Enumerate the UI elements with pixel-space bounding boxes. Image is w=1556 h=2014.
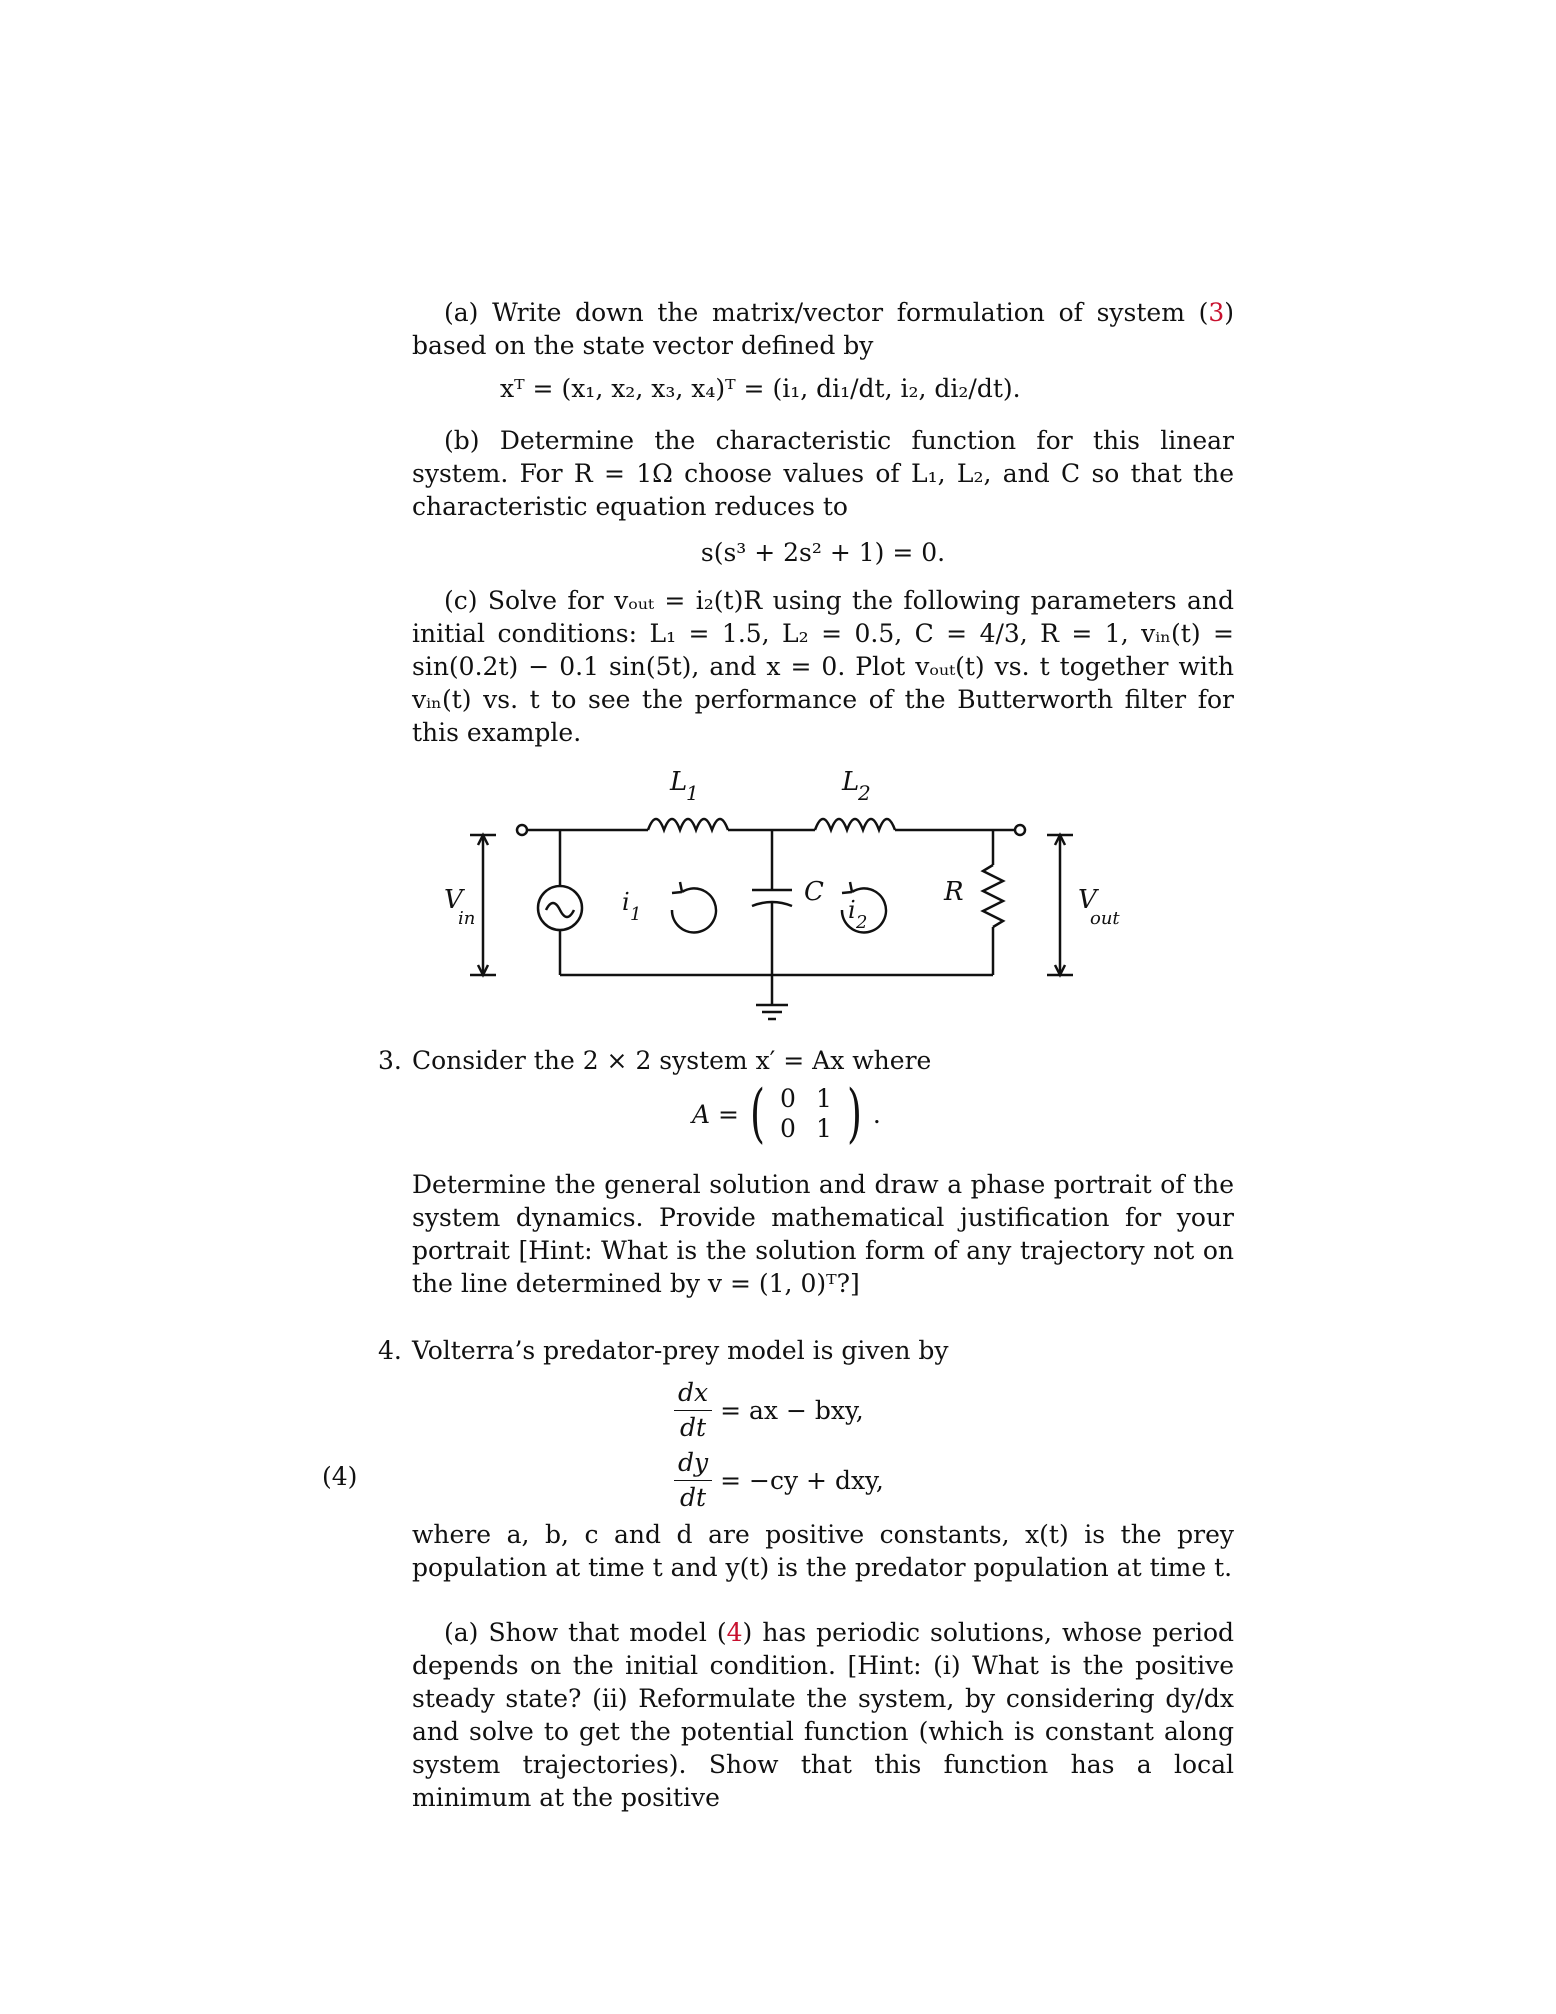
label-vout: V bbox=[1078, 885, 1097, 915]
part-c-paragraph bbox=[412, 584, 1234, 749]
part-a-text-2: ) based on the state vector defined by bbox=[412, 298, 1234, 360]
label-vin-sub: in bbox=[458, 908, 476, 929]
matrix-a-lhs: A = bbox=[692, 1099, 739, 1129]
matrix-a: ( 0 1 0 1 ) bbox=[749, 1077, 862, 1151]
volterra-eq-1 bbox=[674, 1376, 864, 1445]
fraction-denominator: dt bbox=[680, 1483, 707, 1512]
fraction-dy-dt bbox=[674, 1446, 712, 1515]
butterworth-circuit-diagram bbox=[430, 760, 1130, 1030]
problem-4-number: 4. bbox=[378, 1336, 402, 1365]
part-a-4-text-2: ) has periodic solutions, whose period depends on the initial condition. [Hint: (i) What is the positive steady state? (ii) Reformulate the system, by considering dy/dx and solve to get the potential function (which is constant along system trajectories). Show that this function has a local minimum at the positive bbox=[412, 1618, 1234, 1812]
fraction-dx-dt bbox=[674, 1376, 712, 1445]
inductor-l1 bbox=[648, 819, 728, 830]
matrix-cell: 1 bbox=[815, 1114, 832, 1143]
label-l2: L bbox=[842, 767, 860, 797]
part-a-4-text-1: (a) Show that model ( bbox=[444, 1618, 727, 1647]
equation-ref-3[interactable]: 3 bbox=[1208, 298, 1225, 327]
characteristic-equation: s(s³ + 2s² + 1) = 0. bbox=[700, 538, 946, 567]
matrix-cell: 0 bbox=[779, 1114, 796, 1143]
label-i1-sub: 1 bbox=[630, 904, 642, 925]
volterra-eq-2 bbox=[674, 1446, 884, 1515]
problem-4-intro bbox=[412, 1334, 1234, 1367]
label-vout-sub: out bbox=[1090, 908, 1120, 929]
eq2-rhs: = −cy + dxy, bbox=[720, 1466, 884, 1495]
label-i2: i bbox=[848, 896, 856, 924]
output-terminal bbox=[1015, 825, 1025, 835]
fraction-denominator: dt bbox=[680, 1413, 707, 1442]
label-r: R bbox=[944, 877, 964, 907]
state-vector-equation: xᵀ = (x₁, x₂, x₃, x₄)ᵀ = (i₁, di₁/dt, i₂, di₂/dt). bbox=[500, 374, 1021, 403]
label-l1-sub: 1 bbox=[686, 781, 699, 805]
fraction-numerator: dy bbox=[674, 1446, 712, 1481]
label-l1: L bbox=[670, 767, 688, 797]
part-c-text: (c) Solve for vₒᵤₜ = i₂(t)R using the following parameters and initial conditions: L₁ = 1.5, L₂ = 0.5, C = 4/3, R = 1, vᵢₙ(t) = sin(0.2t) − 0.1 sin(5t), and x = 0. Plot vₒᵤₜ(t) vs. t together with vᵢₙ(t) vs. t to see the performance of the Butterworth filter for this example. bbox=[412, 586, 1234, 747]
part-b-paragraph bbox=[412, 424, 1234, 523]
inductor-l2 bbox=[815, 819, 895, 830]
input-terminal bbox=[517, 825, 527, 835]
problem-3-body-paragraph bbox=[412, 1168, 1234, 1300]
fraction-numerator: dx bbox=[674, 1376, 712, 1411]
part-a-text-1: (a) Write down the matrix/vector formulation of system ( bbox=[444, 298, 1209, 327]
matrix-cell: 1 bbox=[815, 1084, 832, 1113]
label-c: C bbox=[804, 877, 824, 907]
matrix-a-equation bbox=[692, 1077, 881, 1151]
part-b-text: (b) Determine the characteristic function for this linear system. For R = 1Ω choose values of L₁, L₂, and C so that the characteristic equation reduces to bbox=[412, 426, 1234, 521]
label-i2-sub: 2 bbox=[856, 912, 868, 933]
problem-4-after: where a, b, c and d are positive constants, x(t) is the prey population at time t and y(t) is the predator population at time t. bbox=[412, 1520, 1234, 1582]
problem-4-after-paragraph bbox=[412, 1518, 1234, 1584]
matrix-cell: 0 bbox=[779, 1084, 796, 1113]
problem-3-text: Consider the 2 × 2 system x′ = Ax where bbox=[412, 1046, 932, 1075]
label-vin: V bbox=[444, 885, 463, 915]
eq1-rhs: = ax − bxy, bbox=[720, 1396, 864, 1425]
label-l2-sub: 2 bbox=[858, 781, 871, 805]
problem-3-number: 3. bbox=[378, 1046, 402, 1075]
current-loop-i1 bbox=[672, 888, 716, 932]
problem-3-body: Determine the general solution and draw a phase portrait of the system dynamics. Provide mathematical justification for your portrait [Hint: What is the solution form of any trajectory not on the line determined by v = (1, 0)ᵀ?] bbox=[412, 1170, 1234, 1298]
label-i1: i bbox=[622, 888, 630, 916]
problem-4-text: Volterra’s predator-prey model is given by bbox=[412, 1336, 949, 1365]
matrix-a-end: . bbox=[872, 1099, 881, 1129]
equation-label-4: (4) bbox=[322, 1462, 358, 1491]
problem-3-intro bbox=[412, 1044, 1234, 1077]
resistor bbox=[983, 865, 1003, 927]
problem-4-part-a-paragraph bbox=[412, 1616, 1234, 1814]
part-a-paragraph bbox=[412, 296, 1234, 362]
equation-ref-4[interactable]: 4 bbox=[726, 1618, 743, 1647]
